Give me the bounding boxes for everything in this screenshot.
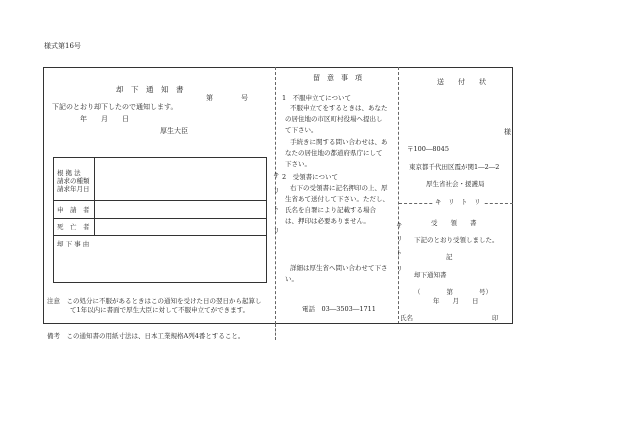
appeal-note-line1: 注意 この処分に不服があるときはこの通知を受けた日の翌日から起算し bbox=[47, 297, 262, 305]
notice-details-table bbox=[53, 157, 267, 283]
cut-label-left-char: ト bbox=[273, 205, 280, 213]
remark: 備考 この通知書の用紙寸法は、日本工業規格A列4番とすること。 bbox=[47, 332, 245, 340]
divider-left-outer bbox=[275, 324, 276, 340]
cut-label-right-char: リ bbox=[396, 235, 403, 243]
notes-item1-line: 手続きに関する問い合わせは、あ bbox=[290, 138, 388, 146]
cut-label-right-char: ト bbox=[396, 249, 403, 257]
receipt-ki: 記 bbox=[446, 253, 453, 261]
cut-label-right-char: リ bbox=[396, 265, 403, 273]
notes-item2-line: 氏名を自署により記載する場合 bbox=[285, 206, 376, 214]
notes-inquiry-line: 詳細は厚生省へ問い合わせて下さ bbox=[290, 264, 388, 272]
receipt-notice-name: 却下通知書 bbox=[414, 271, 447, 279]
notes-item2-line: 右下の受領書に記名押印の上、厚 bbox=[290, 184, 388, 192]
notice-title: 却 下 通 知 書 bbox=[116, 85, 184, 94]
table-row bbox=[54, 218, 266, 219]
notes-phone: 電話 03―3503―1711 bbox=[302, 305, 376, 313]
sender-department: 厚生省社会・援護局 bbox=[426, 180, 485, 188]
table-label-applicant: 申 請 者 bbox=[57, 206, 90, 214]
receipt-name-label: 氏名 bbox=[400, 314, 413, 322]
table-label-claim-type: 請求の種類 bbox=[57, 177, 90, 185]
table-column-divider bbox=[94, 158, 95, 235]
notes-item2-line: 生省あて送付して下さい。ただし、 bbox=[285, 195, 389, 203]
addressee-sama: 様 bbox=[504, 128, 511, 136]
cover-letter-title: 送 付 状 bbox=[437, 78, 486, 86]
table-label-claim-date: 請求年月日 bbox=[57, 185, 90, 193]
table-row bbox=[54, 200, 266, 201]
notes-item1-line: の居住地の市区町村役場へ提出し bbox=[285, 115, 383, 123]
signature-line bbox=[398, 323, 498, 324]
cut-label-left-char: リ bbox=[273, 187, 280, 195]
notes-inquiry-line: い。 bbox=[285, 275, 298, 283]
receipt-title: 受 領 書 bbox=[431, 219, 477, 227]
notes-item1-line: 下さい。 bbox=[285, 160, 311, 168]
notice-date-line: 年 月 日 bbox=[80, 115, 129, 123]
notes-item1-heading: 1 不服申立てについて bbox=[282, 94, 352, 102]
notes-item1-line: て下さい。 bbox=[285, 126, 318, 134]
table-label-rejection-reason: 却 下 事 由 bbox=[57, 240, 90, 248]
divider-middle-right bbox=[398, 67, 399, 324]
sender-address: 東京都千代田区霞が関1―2―2 bbox=[409, 163, 500, 171]
table-label-legal-basis: 根 拠 法 bbox=[57, 169, 81, 177]
cut-label-left-char: キ bbox=[273, 171, 280, 179]
table-row bbox=[54, 235, 266, 236]
notes-item2-line: は、押印は必要ありません。 bbox=[285, 217, 370, 225]
form-number: 様式第16号 bbox=[44, 42, 81, 50]
cut-label-right-char: キ bbox=[396, 221, 403, 229]
notice-number-label: 第 号 bbox=[206, 94, 248, 102]
notice-issuer: 厚生大臣 bbox=[160, 127, 188, 135]
notes-item2-heading: 2 受領書について bbox=[282, 173, 339, 181]
cut-label-horizontal: キ リ ト リ bbox=[435, 198, 481, 206]
notice-intro: 下記のとおり却下したので通知します。 bbox=[52, 103, 178, 111]
receipt-number-line: （ 第 号） bbox=[414, 288, 492, 296]
notes-title: 留 意 事 項 bbox=[313, 74, 362, 82]
notes-item1-line: 不服申立てをするときは、あなた bbox=[290, 104, 388, 112]
receipt-date-line: 年 月 日 bbox=[433, 297, 479, 305]
postal-code: 〒100―8045 bbox=[407, 145, 449, 153]
table-label-deceased: 死 亡 者 bbox=[57, 223, 90, 231]
receipt-text: 下記のとおり受領しました。 bbox=[414, 236, 499, 244]
divider-left-middle bbox=[275, 67, 276, 324]
appeal-note-line2: て1年以内に書面で厚生大臣に対して不服申立てができます。 bbox=[70, 306, 250, 314]
notes-item1-line: なたの居住地の都道府県庁にして bbox=[285, 149, 383, 157]
cut-label-left-char: リ bbox=[273, 227, 280, 235]
receipt-seal-label: 印 bbox=[492, 314, 499, 322]
